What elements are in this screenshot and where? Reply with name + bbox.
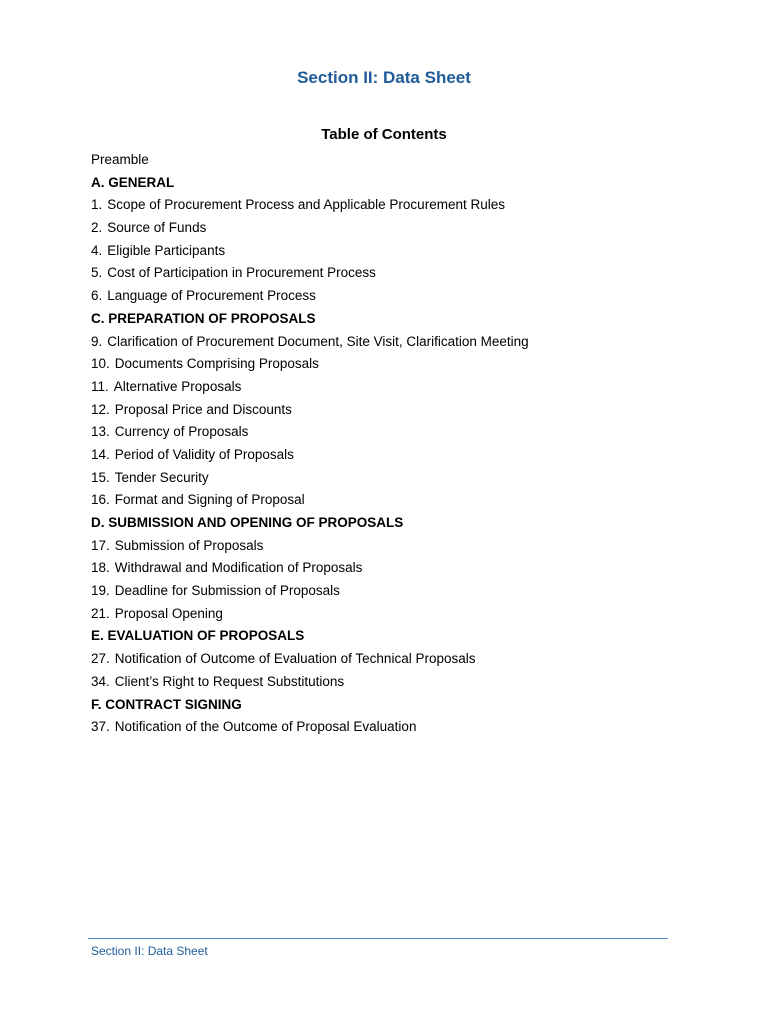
footer-text: Section II: Data Sheet: [91, 944, 208, 958]
toc-entry-label: Deadline for Submission of Proposals: [114, 583, 340, 599]
toc-entry-number: 16.: [91, 492, 110, 508]
toc-section-heading: [91, 694, 711, 717]
toc-entry-number: 13.: [91, 424, 110, 440]
toc-entry-label: A. GENERAL: [91, 174, 175, 190]
toc-entry-label: Eligible Participants: [107, 242, 226, 258]
toc-entry-number: 18.: [91, 560, 110, 576]
toc-entry-number: 6.: [91, 288, 103, 304]
toc-entry-number: 17.: [91, 537, 110, 553]
toc-section-heading: [91, 625, 711, 648]
toc-entry-number: 21.: [91, 605, 110, 621]
toc-entry-label: Currency of Proposals: [114, 424, 249, 440]
toc-entry: [91, 716, 711, 739]
toc-entry-label: Proposal Price and Discounts: [114, 401, 292, 417]
toc-entry: [91, 671, 711, 694]
footer-rule: [88, 938, 668, 939]
toc-entry-number: 27.: [91, 651, 110, 667]
toc-entry-label: Cost of Participation in Procurement Process: [107, 265, 376, 281]
toc-entry-label: Proposal Opening: [114, 605, 223, 621]
toc-entry: [91, 444, 711, 467]
toc-entry-number: 14.: [91, 446, 110, 462]
toc-entry-number: 10.: [91, 356, 110, 372]
toc-entry-label: F. CONTRACT SIGNING: [91, 696, 242, 712]
toc-entry-number: 37.: [91, 719, 110, 735]
toc-entry-label: Notification of the Outcome of Proposal Evaluation: [114, 719, 417, 735]
toc-entry-label: D. SUBMISSION AND OPENING OF PROPOSALS: [91, 515, 404, 530]
toc-entry: [91, 489, 711, 512]
toc-entry-label: Documents Comprising Proposals: [114, 356, 319, 372]
toc-entry-label: C. PREPARATION OF PROPOSALS: [91, 310, 316, 326]
toc-entry-number: 2.: [91, 220, 103, 236]
toc-entry: [91, 399, 711, 422]
toc-entry-label: E. EVALUATION OF PROPOSALS: [91, 628, 305, 644]
toc-entry: [91, 240, 711, 263]
toc-entry-label: Scope of Procurement Process and Applicable Procurement Rules: [107, 197, 505, 213]
toc-entry-label: Submission of Proposals: [114, 537, 264, 553]
toc-entry-label: Clarification of Procurement Document, Site Visit, Clarification Meeting: [107, 333, 529, 349]
toc-entry-label: Tender Security: [114, 469, 209, 485]
toc-entry-label: Language of Procurement Process: [107, 288, 316, 304]
toc-entry-number: 5.: [91, 265, 103, 281]
toc-entry-number: 11.: [91, 378, 109, 394]
toc-entry-label: Notification of Outcome of Evaluation of Technical Proposals: [114, 651, 476, 667]
toc-entry-label: Alternative Proposals: [113, 378, 242, 394]
toc-section-heading: [91, 512, 711, 535]
toc-entry: [91, 353, 711, 376]
toc-entry: [91, 580, 711, 603]
toc-entry-label: Preamble: [91, 152, 149, 167]
toc-entry: [91, 194, 711, 217]
toc-entry-label: Client’s Right to Request Substitutions: [114, 673, 345, 689]
toc-entry-number: 19.: [91, 583, 110, 599]
toc-section-heading: [91, 172, 711, 195]
toc-entry: [91, 467, 711, 490]
toc-entry: [91, 331, 711, 354]
toc-entry: [91, 262, 711, 285]
toc-entry: [91, 217, 711, 240]
toc-list: [91, 149, 711, 739]
toc-entry: [91, 376, 711, 399]
page-title: Section II: Data Sheet: [297, 68, 471, 87]
toc-section-heading: [91, 308, 711, 331]
toc-entry-number: 4.: [91, 242, 103, 258]
toc-entry-label: Source of Funds: [107, 220, 207, 236]
toc-entry-number: 12.: [91, 401, 110, 417]
toc-entry: [91, 285, 711, 308]
toc-entry: [91, 535, 711, 558]
toc-entry-label: Format and Signing of Proposal: [114, 492, 305, 508]
toc-entry-number: 34.: [91, 673, 110, 689]
toc-entry: [91, 648, 711, 671]
toc-entry-label: Period of Validity of Proposals: [114, 446, 294, 462]
toc-entry: [91, 421, 711, 444]
toc-entry: [91, 603, 711, 626]
toc-entry: [91, 149, 711, 172]
toc-entry-number: 9.: [91, 333, 103, 349]
toc-entry-number: 15.: [91, 469, 110, 485]
toc-entry-number: 1.: [91, 197, 103, 213]
toc-heading: Table of Contents: [321, 126, 447, 143]
toc-entry-label: Withdrawal and Modification of Proposals: [114, 560, 363, 576]
toc-entry: [91, 557, 711, 580]
